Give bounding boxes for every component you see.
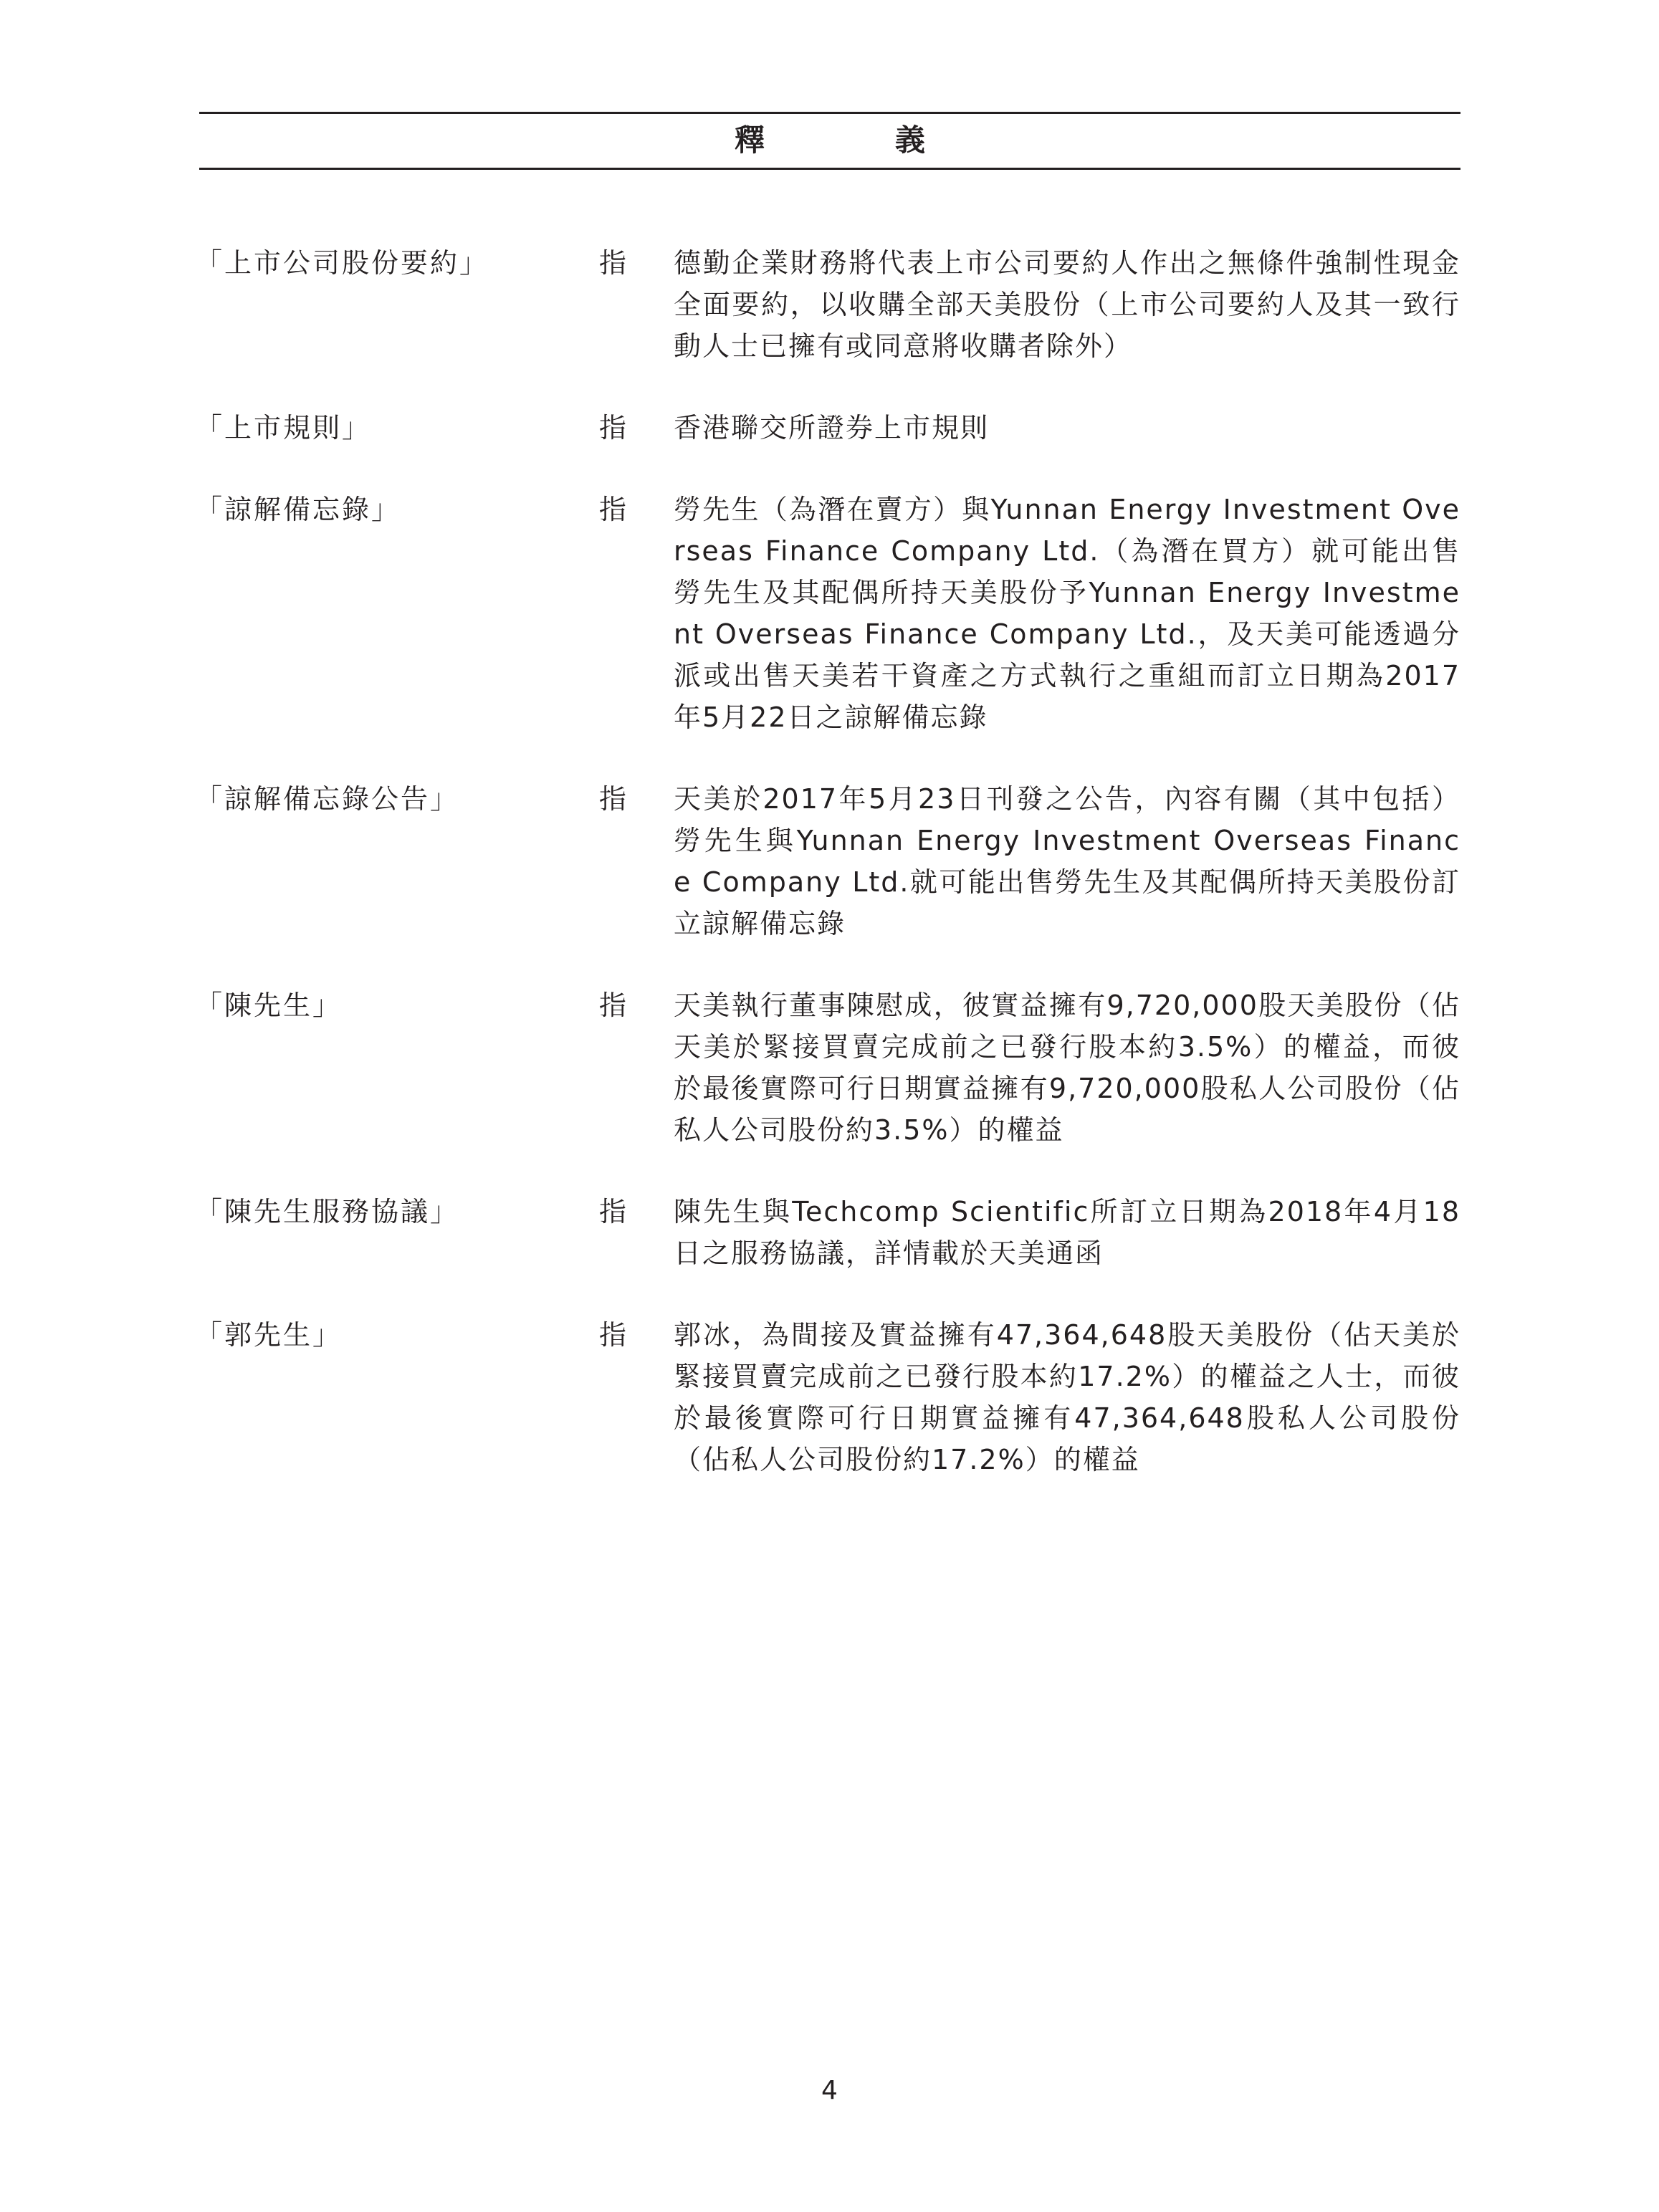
definition-means: 指 bbox=[599, 1196, 627, 1227]
definition-text: 陳先生與Techcomp Scientific所訂立日期為2018年4月18日之服務協議，詳情載於天美通函 bbox=[674, 1196, 1460, 1269]
definition-means: 指 bbox=[599, 783, 627, 815]
page-number: 4 bbox=[821, 2076, 838, 2105]
definition-entry-mou-announcement bbox=[0, 778, 1659, 944]
definition-term: 「上市公司股份要約」 bbox=[195, 247, 489, 279]
header-rule-bottom bbox=[199, 168, 1460, 170]
header-rule-top bbox=[199, 112, 1460, 114]
definitions-list bbox=[0, 242, 1659, 1521]
definition-text: 天美執行董事陳慰成，彼實益擁有9,720,000股天美股份（佔天美於緊接買賣完成前之已發行股本約3.5%）的權益，而彼於最後實際可行日期實益擁有9,720,000股私人公司股份（佔私人公司股份約3.5%）的權益 bbox=[674, 990, 1460, 1146]
definition-means: 指 bbox=[599, 1319, 627, 1351]
definition-text: 郭冰，為間接及實益擁有47,364,648股天美股份（佔天美於緊接買賣完成前之已發行股本約17.2%）的權益之人士，而彼於最後實際可行日期實益擁有47,364,648股私人公司股份（佔私人公司股份約17.2%）的權益 bbox=[674, 1319, 1460, 1475]
definition-text: 香港聯交所證券上市規則 bbox=[674, 412, 990, 444]
definition-term: 「陳先生」 bbox=[195, 990, 343, 1021]
definition-means: 指 bbox=[599, 990, 627, 1021]
definition-means: 指 bbox=[599, 494, 627, 525]
definition-entry-mou bbox=[0, 489, 1659, 738]
page-title: 釋 義 bbox=[734, 123, 975, 158]
definition-entry-mr-chan bbox=[0, 985, 1659, 1151]
definition-entry-mr-chan-service-agreement bbox=[0, 1191, 1659, 1274]
definition-text: 天美於2017年5月23日刊發之公告，內容有關（其中包括）勞先生與Yunnan Energy Investment Overseas Finance Company Ltd.就可能出售勞先生及其配偶所持天美股份訂立諒解備忘錄 bbox=[674, 783, 1460, 939]
definition-means: 指 bbox=[599, 247, 627, 279]
definition-term: 「諒解備忘錄公告」 bbox=[195, 783, 460, 815]
definition-text: 德勤企業財務將代表上市公司要約人作出之無條件強制性現金全面要約，以收購全部天美股份（上市公司要約人及其一致行動人士已擁有或同意將收購者除外） bbox=[674, 247, 1460, 362]
definition-entry-listing-rules bbox=[0, 407, 1659, 449]
definition-term: 「郭先生」 bbox=[195, 1319, 343, 1351]
definition-term: 「上市規則」 bbox=[195, 412, 372, 444]
definition-entry-listed-company-share-offer bbox=[0, 242, 1659, 367]
definition-text: 勞先生（為潛在賣方）與Yunnan Energy Investment Overseas Finance Company Ltd.（為潛在買方）就可能出售勞先生及其配偶所持天美股份予Yunnan Energy Investment Overseas Finance Company Ltd.，及天美可能透過分派或出售天美若干資產之方式執行之重組而訂立日期為2017年5月22日之諒解備忘錄 bbox=[674, 494, 1460, 733]
definition-term: 「諒解備忘錄」 bbox=[195, 494, 401, 525]
definition-means: 指 bbox=[599, 412, 627, 444]
definition-term: 「陳先生服務協議」 bbox=[195, 1196, 460, 1227]
definition-entry-mr-guo bbox=[0, 1314, 1659, 1480]
